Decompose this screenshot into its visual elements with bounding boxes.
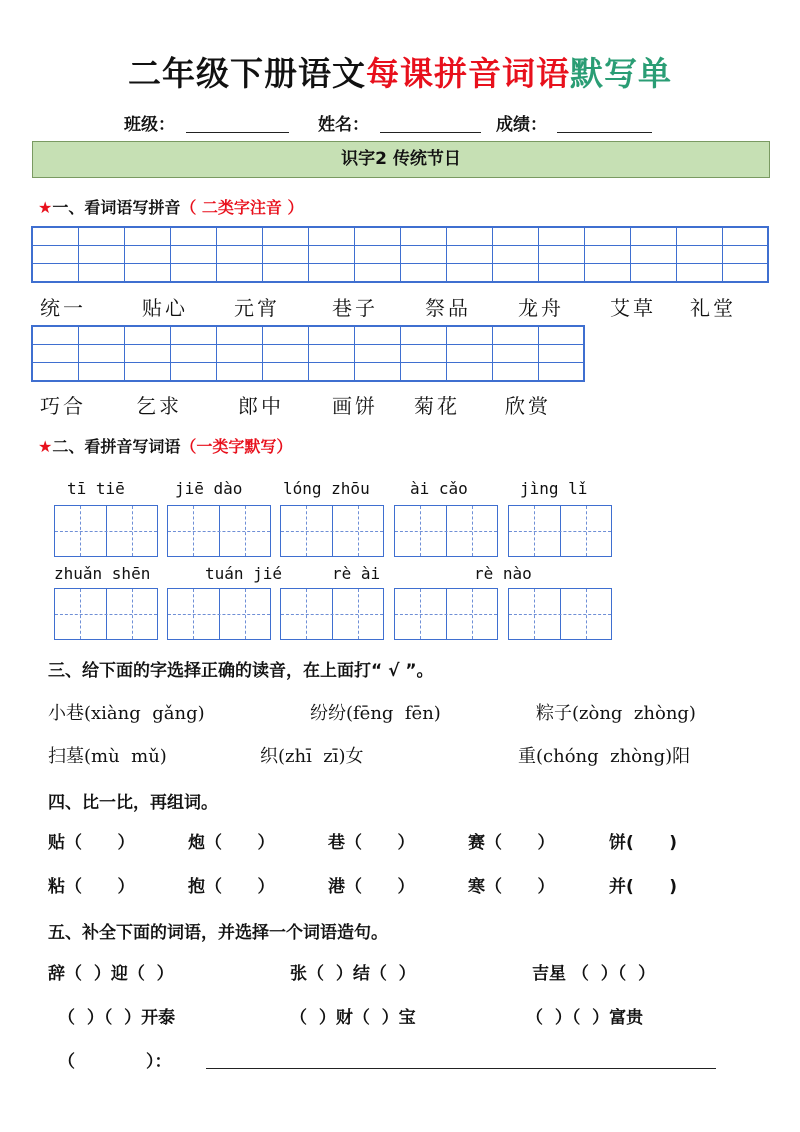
word: 元宵: [234, 296, 280, 320]
idiom-blank[interactable]: 张（ ）结（ ）: [290, 964, 416, 984]
pinyin-grid-row2[interactable]: [31, 325, 585, 382]
tianzi-box[interactable]: [394, 588, 498, 640]
reading-choice[interactable]: 粽子(zòng zhòng): [536, 703, 696, 724]
word: 菊花: [414, 394, 460, 418]
star-icon: ★: [38, 437, 53, 456]
tianzi-box[interactable]: [54, 588, 158, 640]
tianzi-box[interactable]: [280, 505, 384, 557]
compare-item[interactable]: 粘（ ）: [48, 877, 135, 897]
class-field[interactable]: [186, 132, 289, 133]
reading-choice[interactable]: 重(chóng zhòng)阳: [518, 746, 691, 767]
word: 郎中: [238, 394, 284, 418]
section4-heading: 四、比一比，再组词。: [48, 793, 218, 813]
compare-item[interactable]: 贴（ ）: [48, 833, 135, 853]
tianzi-box[interactable]: [394, 505, 498, 557]
lesson-title: 识字2 传统节日: [32, 141, 770, 178]
tianzi-box[interactable]: [54, 505, 158, 557]
compare-item[interactable]: 并( ): [609, 877, 678, 897]
pinyin-label: jiē dào: [175, 479, 243, 498]
pinyin-label: zhuǎn shēn: [54, 564, 151, 583]
title-part2: 每课拼音词语: [366, 54, 570, 93]
star-icon: ★: [38, 198, 53, 217]
compare-item[interactable]: 赛（ ）: [468, 833, 555, 853]
reading-choice[interactable]: 纷纷(fēng fēn): [310, 703, 441, 724]
section2-heading: [38, 434, 292, 457]
compare-item[interactable]: 巷（ ）: [328, 833, 415, 853]
reading-choice[interactable]: 小巷(xiàng gǎng): [48, 703, 205, 724]
reading-choice[interactable]: 扫墓(mù mǔ): [48, 746, 167, 767]
compare-item[interactable]: 港（ ）: [328, 877, 415, 897]
section3-heading: 三、给下面的字选择正确的读音，在上面打“ √ ”。: [48, 661, 434, 681]
section1-note: （ 二类字注音 ）: [180, 198, 304, 217]
compare-item[interactable]: 炮（ ）: [188, 833, 275, 853]
pinyin-label: lóng zhōu: [283, 479, 370, 498]
tianzi-box[interactable]: [508, 505, 612, 557]
word: 礼堂: [690, 296, 736, 320]
idiom-blank[interactable]: （ ）（ ）富贵: [526, 1008, 644, 1028]
section5-heading: 五、补全下面的词语，并选择一个词语造句。: [48, 923, 388, 943]
tianzi-box[interactable]: [508, 588, 612, 640]
class-label: 班级：: [124, 115, 175, 135]
word: 画饼: [332, 394, 378, 418]
pinyin-grid-row1[interactable]: [31, 226, 769, 283]
idiom-blank[interactable]: 辞（ ）迎（ ）: [48, 964, 174, 984]
pinyin-label: tuán jié: [205, 564, 283, 583]
name-field[interactable]: [380, 132, 481, 133]
score-label: 成绩：: [496, 115, 547, 135]
reading-choice[interactable]: 织(zhī zī)女: [260, 746, 364, 767]
pinyin-label: ài cǎo: [410, 479, 468, 498]
title-part3: 默写单: [570, 54, 672, 93]
word: 龙舟: [518, 296, 564, 320]
idiom-blank[interactable]: （ ）财（ ）宝: [290, 1008, 416, 1028]
word: 艾草: [610, 296, 656, 320]
sentence-prompt: （ ）：: [58, 1052, 172, 1072]
pinyin-label: rè nào: [474, 564, 532, 583]
section2-note: （一类字默写）: [180, 437, 293, 456]
page-title: [0, 48, 800, 95]
word: 贴心: [142, 296, 188, 320]
pinyin-label: rè ài: [332, 564, 381, 583]
compare-item[interactable]: 饼( ): [609, 833, 678, 853]
pinyin-label: tī tiē: [67, 479, 125, 498]
word: 巷子: [332, 296, 378, 320]
pinyin-label: jìng lǐ: [520, 479, 588, 498]
section2-title: 二、看拼音写词语: [52, 437, 181, 456]
section1-title: 一、看词语写拼音: [52, 198, 181, 217]
word: 祭品: [425, 296, 471, 320]
idiom-blank[interactable]: （ ）（ ）开泰: [58, 1008, 176, 1028]
title-part1: 二年级下册语文: [128, 54, 366, 93]
idiom-blank[interactable]: 吉星 （ ）（ ）: [532, 964, 656, 984]
tianzi-box[interactable]: [280, 588, 384, 640]
word: 巧合: [40, 394, 86, 418]
sentence-line[interactable]: [206, 1068, 716, 1069]
name-label: 姓名：: [318, 115, 369, 135]
score-field[interactable]: [557, 132, 652, 133]
word: 统一: [40, 296, 86, 320]
compare-item[interactable]: 寒（ ）: [468, 877, 555, 897]
section1-heading: [38, 195, 304, 218]
word: 欣赏: [505, 394, 551, 418]
tianzi-box[interactable]: [167, 505, 271, 557]
tianzi-box[interactable]: [167, 588, 271, 640]
compare-item[interactable]: 抱（ ）: [188, 877, 275, 897]
word: 乞求: [136, 394, 182, 418]
